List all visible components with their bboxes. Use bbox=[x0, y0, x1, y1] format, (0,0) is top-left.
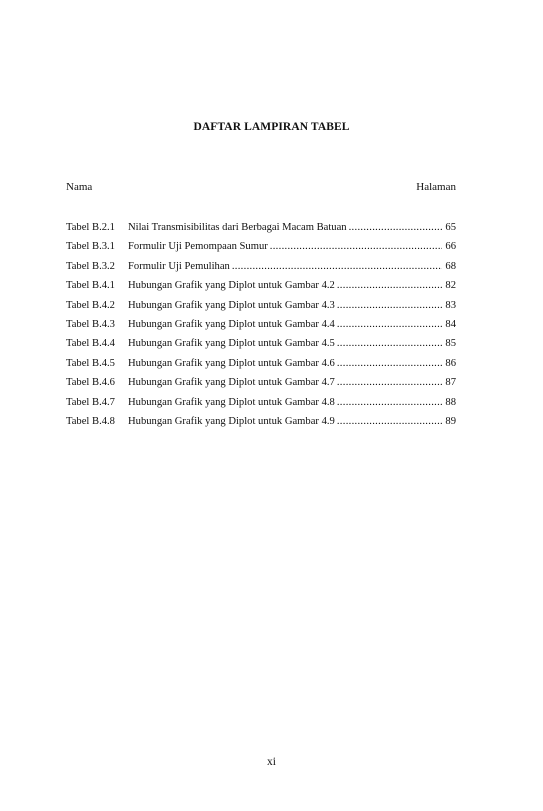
list-item[interactable] bbox=[66, 241, 456, 260]
dot-leader bbox=[349, 222, 442, 233]
dot-leader bbox=[270, 241, 442, 252]
table-label: Tabel B.4.1 bbox=[66, 280, 115, 292]
table-title: Hubungan Grafik yang Diplot untuk Gambar 4.8 bbox=[128, 396, 335, 408]
page-ref: 86 bbox=[445, 357, 456, 369]
list-item[interactable] bbox=[66, 319, 456, 338]
column-header bbox=[66, 181, 456, 193]
dot-leader bbox=[337, 416, 442, 427]
table-label: Tabel B.4.8 bbox=[66, 415, 115, 427]
dot-leader bbox=[337, 300, 442, 311]
dot-leader bbox=[337, 338, 442, 349]
list-item[interactable] bbox=[66, 358, 456, 377]
page-ref: 88 bbox=[445, 396, 456, 408]
list-item[interactable] bbox=[66, 261, 456, 280]
list-item[interactable] bbox=[66, 222, 456, 241]
list-item[interactable] bbox=[66, 416, 456, 435]
column-header-page: Halaman bbox=[416, 181, 456, 193]
page-ref: 83 bbox=[445, 299, 456, 311]
table-label: Tabel B.4.6 bbox=[66, 377, 115, 389]
table-title: Hubungan Grafik yang Diplot untuk Gambar 4.9 bbox=[128, 415, 335, 427]
table-title: Hubungan Grafik yang Diplot untuk Gambar 4.6 bbox=[128, 357, 335, 369]
dot-leader bbox=[337, 319, 442, 330]
page-ref: 89 bbox=[445, 415, 456, 427]
table-title: Hubungan Grafik yang Diplot untuk Gambar 4.5 bbox=[128, 338, 335, 350]
page-ref: 85 bbox=[445, 338, 456, 350]
table-title: Hubungan Grafik yang Diplot untuk Gambar 4.2 bbox=[128, 280, 335, 292]
list-item[interactable] bbox=[66, 397, 456, 416]
table-label: Tabel B.4.2 bbox=[66, 299, 115, 311]
table-title: Nilai Transmisibilitas dari Berbagai Macam Batuan bbox=[128, 222, 347, 233]
page-ref: 84 bbox=[445, 318, 456, 330]
page-ref: 65 bbox=[445, 222, 456, 233]
column-header-name: Nama bbox=[66, 181, 93, 193]
dot-leader bbox=[337, 377, 442, 388]
dot-leader bbox=[232, 261, 442, 272]
list-item[interactable] bbox=[66, 377, 456, 396]
page-ref: 68 bbox=[445, 260, 456, 272]
table-title: Formulir Uji Pemompaan Sumur bbox=[128, 241, 268, 253]
dot-leader bbox=[337, 397, 442, 408]
page-ref: 82 bbox=[445, 280, 456, 292]
table-label: Tabel B.3.2 bbox=[66, 260, 115, 272]
page-number: xi bbox=[267, 756, 276, 768]
page-ref: 66 bbox=[445, 241, 456, 253]
page-ref: 87 bbox=[445, 377, 456, 389]
page-title: DAFTAR LAMPIRAN TABEL bbox=[193, 121, 350, 133]
table-label: Tabel B.4.7 bbox=[66, 396, 115, 408]
list-item[interactable] bbox=[66, 338, 456, 357]
table-title: Hubungan Grafik yang Diplot untuk Gambar 4.3 bbox=[128, 299, 335, 311]
table-label: Tabel B.4.5 bbox=[66, 357, 115, 369]
list-item[interactable] bbox=[66, 300, 456, 319]
table-title: Hubungan Grafik yang Diplot untuk Gambar 4.4 bbox=[128, 318, 335, 330]
dot-leader bbox=[337, 358, 442, 369]
list-item[interactable] bbox=[66, 280, 456, 299]
dot-leader bbox=[337, 280, 442, 291]
table-title: Hubungan Grafik yang Diplot untuk Gambar 4.7 bbox=[128, 377, 335, 389]
table-label: Tabel B.2.1 bbox=[66, 222, 115, 233]
table-list bbox=[66, 222, 456, 435]
table-label: Tabel B.4.3 bbox=[66, 318, 115, 330]
table-title: Formulir Uji Pemulihan bbox=[128, 260, 230, 272]
table-label: Tabel B.3.1 bbox=[66, 241, 115, 253]
table-label: Tabel B.4.4 bbox=[66, 338, 115, 350]
